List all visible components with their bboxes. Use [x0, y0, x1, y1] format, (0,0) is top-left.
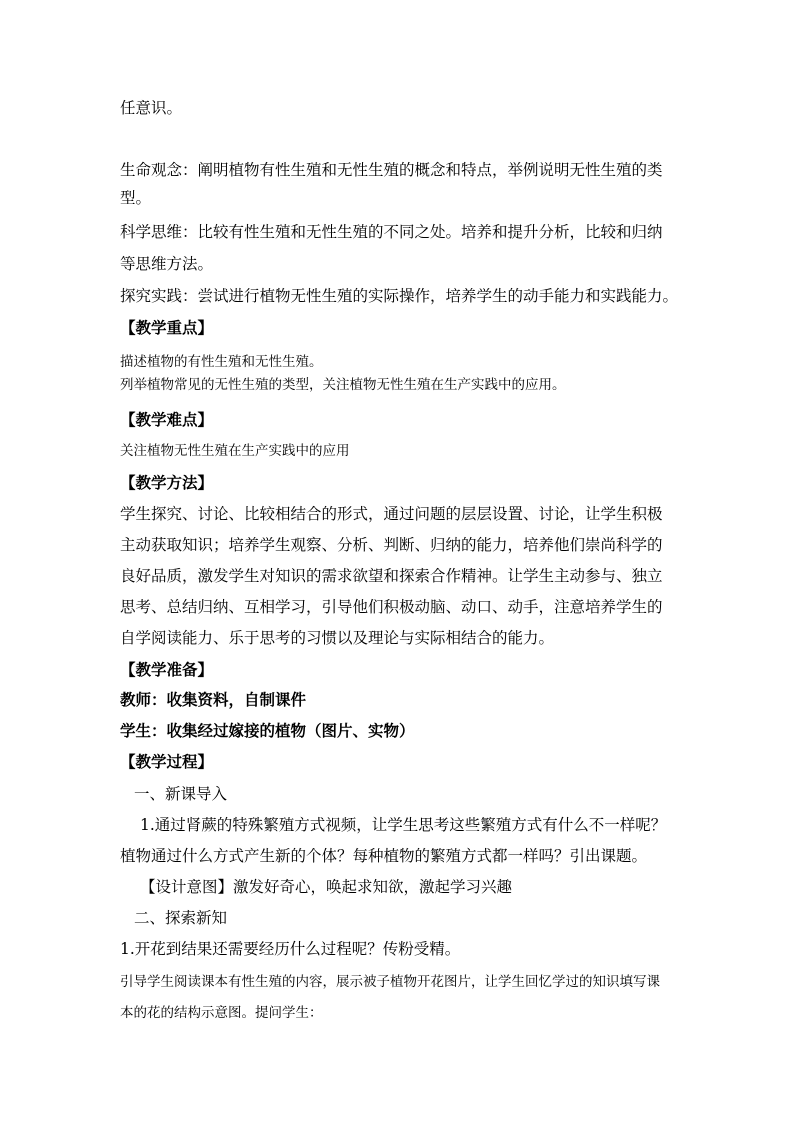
section-heading: 【教学难点】	[120, 410, 214, 429]
text-line: 列举植物常见的无性生殖的类型，关注植物无性生殖在生产实践中的应用。	[120, 377, 566, 393]
text-line: 等思维方法。	[120, 255, 214, 273]
text-line: 引导学生阅读课本有性生殖的内容，展示被子植物开花图片，让学生回忆学过的知识填写课	[120, 974, 660, 990]
text-line: 型。	[120, 189, 152, 207]
text-line: 学生：收集经过嫁接的植物（图片、实物）	[120, 721, 415, 740]
text-line: 生命观念：阐明植物有性生殖和无性生殖的概念和特点，举例说明无性生殖的类	[120, 161, 663, 179]
text-line: 教师：收集资料，自制课件	[120, 690, 307, 709]
text-line: 描述植物的有性生殖和无性生殖。	[120, 354, 323, 370]
text-line: 本的花的结构示意图。提问学生：	[120, 1005, 323, 1021]
text-line: 植物通过什么方式产生新的个体？每种植物的繁殖方式都一样吗？引出课题。	[120, 847, 648, 865]
text-line: 1.通过肾蕨的特殊繁殖方式视频，让学生思考这些繁殖方式有什么不一样呢？	[140, 816, 667, 834]
text-line: 【设计意图】激发好奇心，唤起求知欲，激起学习兴趣	[140, 878, 513, 896]
text-line: 良好品质，激发学生对知识的需求欲望和探索合作精神。让学生主动参与、独立	[120, 567, 663, 585]
text-line: 二、探索新知	[134, 909, 228, 927]
text-line: 探究实践：尝试进行植物无性生殖的实际操作，培养学生的动手能力和实践能力。	[120, 287, 679, 305]
text-line: 关注植物无性生殖在生产实践中的应用	[120, 443, 350, 459]
text-line: 思考、总结归纳、互相学习，引导他们积极动脑、动口、动手，注意培养学生的	[120, 598, 663, 616]
text-line: 自学阅读能力、乐于思考的习惯以及理论与实际相结合的能力。	[120, 629, 555, 647]
section-heading: 【教学方法】	[120, 473, 214, 492]
text-line: 任意识。	[120, 99, 183, 117]
text-line: 一、新课导入	[134, 785, 228, 803]
text-line: 主动获取知识；培养学生观察、分析、判断、归纳的能力，培养他们崇尚科学的	[120, 536, 663, 554]
text-line: 学生探究、讨论、比较相结合的形式，通过问题的层层设置、讨论，让学生积极	[120, 505, 663, 523]
section-heading: 【教学准备】	[120, 660, 214, 679]
text-line: 科学思维：比较有性生殖和无性生殖的不同之处。培养和提升分析，比较和归纳	[120, 223, 663, 241]
section-heading: 【教学重点】	[120, 318, 214, 337]
text-line: 1.开花到结果还需要经历什么过程呢？传粉受精。	[120, 940, 461, 958]
section-heading: 【教学过程】	[120, 752, 214, 771]
